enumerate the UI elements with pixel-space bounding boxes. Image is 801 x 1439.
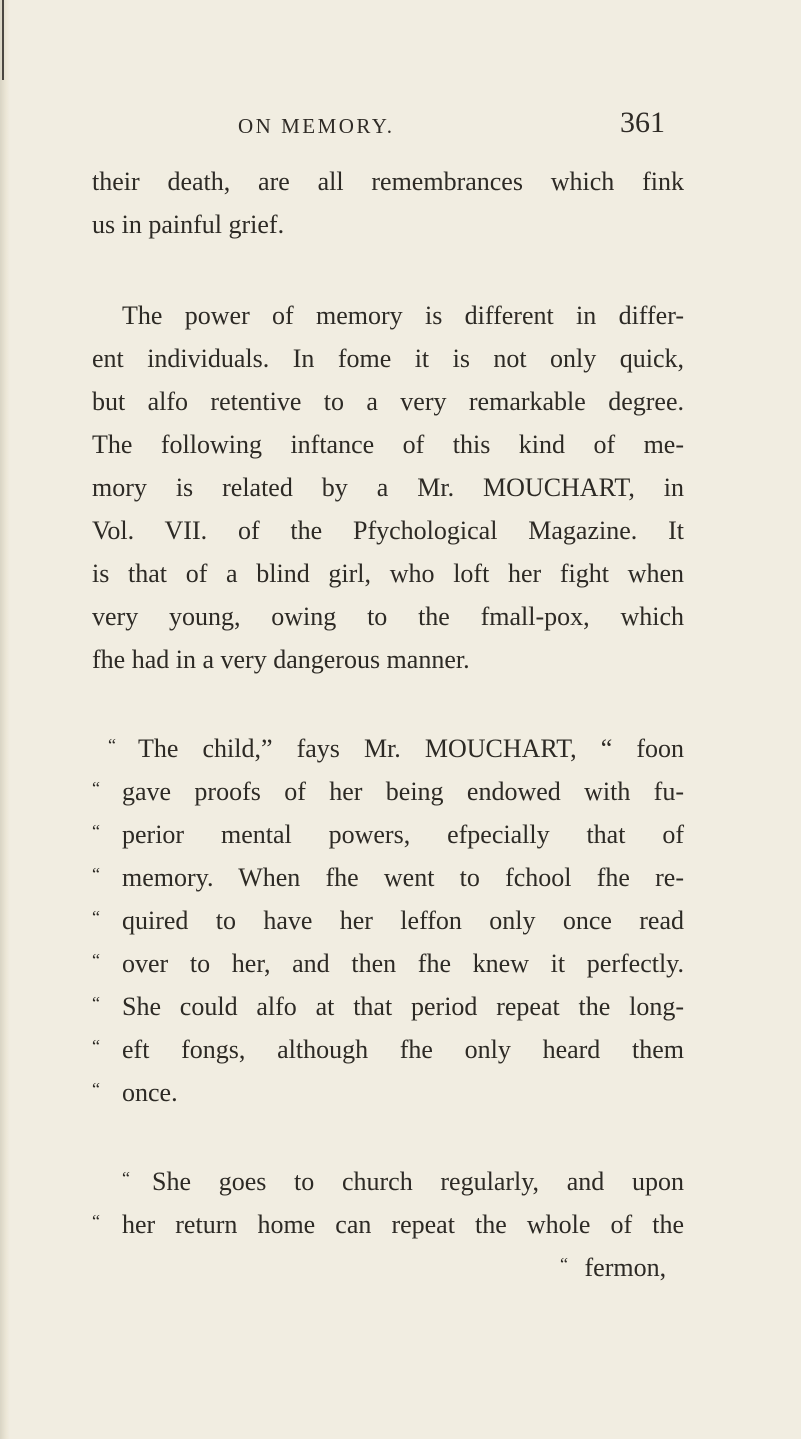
page-header [0,106,801,146]
quoted-line [92,777,684,809]
quoted-line [92,906,684,938]
quoted-line [92,820,684,852]
page-edge [0,0,10,1439]
text-line: She goes to church regularly, and upon [152,1167,684,1196]
text-line: once. [122,1078,178,1107]
catchword-line [560,1253,666,1285]
quote-mark: “ [92,1036,100,1056]
quote-mark: “ [92,950,100,970]
text-line: quired to have her leffon only once read [122,906,684,935]
quoted-line [92,1210,684,1242]
quoted-line [92,1078,684,1110]
text-line: The following inftance of this kind of me- [92,430,684,459]
quoted-line [122,1167,684,1199]
text-line: mory is related by a Mr. MOUCHART, in [92,473,684,502]
quoted-line [108,734,684,766]
text-line: us in painful grief. [92,210,285,239]
quoted-line [92,1035,684,1067]
text-line: gave proofs of her being endowed with fu- [122,777,684,806]
catchword: fermon, [584,1253,667,1282]
text-line: ent individuals. In fome it is not only quick, [92,344,684,373]
quote-mark: “ [108,735,116,755]
quote-mark: “ [560,1254,568,1274]
quoted-line [92,992,684,1024]
text-line: her return home can repeat the whole of the [122,1210,684,1239]
running-head: ON MEMORY. [238,114,395,138]
text-line: their death, are all remembrances which fink [92,167,684,196]
quote-mark: “ [122,1168,130,1188]
text-line: She could alfo at that period repeat the long- [122,992,684,1021]
quote-mark: “ [92,778,100,798]
quote-mark: “ [92,1211,100,1231]
quote-mark: “ [92,864,100,884]
quote-mark: “ [92,1079,100,1099]
quote-mark: “ [92,821,100,841]
quoted-line [92,949,684,981]
quote-mark: “ [92,993,100,1013]
text-line: memory. When fhe went to fchool fhe re- [122,863,684,892]
quoted-line [92,863,684,895]
text-line: over to her, and then fhe knew it perfectly. [122,949,684,978]
text-line: is that of a blind girl, who loft her fight when [92,559,684,588]
page-number: 361 [620,106,665,139]
text-line: perior mental powers, efpecially that of [122,820,684,849]
text-line: very young, owing to the fmall-pox, which [92,602,684,631]
text-line: but alfo retentive to a very remarkable degree. [92,387,684,416]
text-line: fhe had in a very dangerous manner. [92,645,470,674]
text-line: Vol. VII. of the Pfychological Magazine. It [92,516,684,545]
text-line: eft fongs, although fhe only heard them [122,1035,684,1064]
quote-mark: “ [92,907,100,927]
text-line: The power of memory is different in differ- [122,301,684,330]
binding-shadow [2,0,4,80]
text-line: The child,” fays Mr. MOUCHART, “ foon [138,734,684,763]
